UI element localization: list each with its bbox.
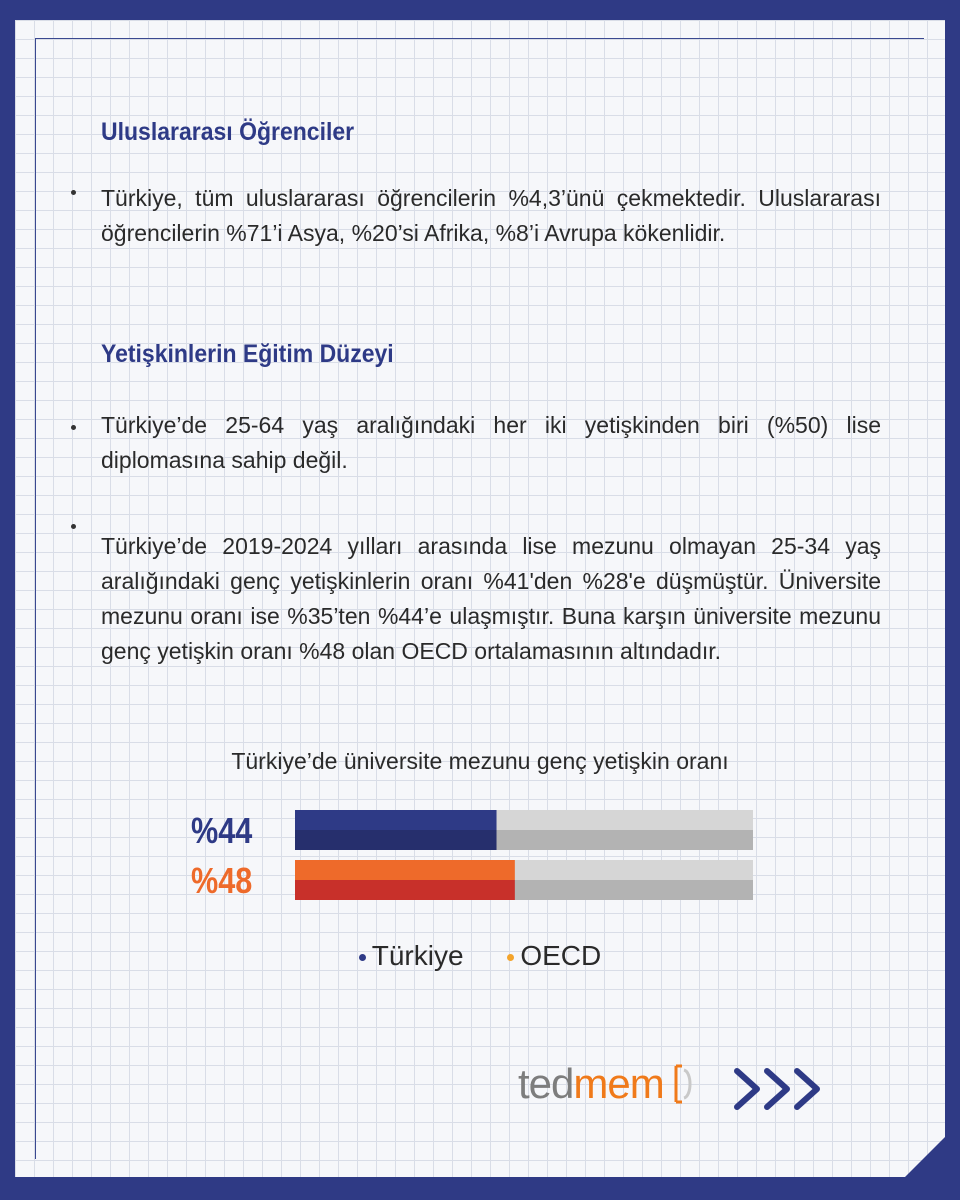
bullet-dot	[71, 425, 76, 430]
bar-oecd	[295, 860, 515, 880]
section-title-adult: Yetişkinlerin Eğitim Düzeyi	[101, 340, 394, 368]
logo-mem: mem	[573, 1060, 664, 1107]
bullet-international: Türkiye, tüm uluslararası öğrencilerin %4,3’ünü çekmektedir. Uluslararası öğrencilerin %71’i Asya, %20’si Afrika, %8’i Avrupa kökenlidir.	[101, 185, 881, 246]
bar-shade-oecd	[295, 880, 515, 900]
legend-label-oecd: OECD	[520, 940, 602, 971]
bar-chart	[295, 808, 755, 903]
chevron-triple-icon[interactable]	[729, 1065, 844, 1113]
value-label-oecd: %48	[191, 860, 253, 901]
page-fold-corner	[905, 1137, 945, 1177]
legend	[15, 940, 945, 972]
section-title-international: Uluslararası Öğrenciler	[101, 118, 355, 146]
bullet-adult-1: Türkiye’de 25-64 yaş aralığındaki her iki yetişkinden biri (%50) lise diplomasına sahip değil.	[101, 412, 881, 473]
legend-item-turkiye	[359, 940, 464, 972]
bullet-dot	[71, 190, 76, 195]
bar-shade-t-rkiye	[295, 830, 497, 850]
logo-ted: ted	[518, 1060, 574, 1107]
bar-t-rkiye	[295, 810, 497, 830]
legend-dot-oecd	[507, 954, 514, 961]
tedmem-logo	[518, 1060, 694, 1108]
legend-dot-turkiye	[359, 954, 366, 961]
legend-item-oecd	[507, 940, 601, 972]
bullet-adult-2: Türkiye’de 2019-2024 yılları arasında lise mezunu olmayan 25-34 yaş aralığındaki genç yetişkinlerin oranı %41'den %28'e düşmüştür. Üniversite mezunu oranı ise %35’ten %44’e ulaşmıştır. Buna karşın üniversite mezunu genç yetişkin oranı %48 olan OECD ortalamasının altındadır.	[101, 533, 881, 664]
legend-label-turkiye: Türkiye	[371, 940, 464, 971]
value-label-turkiye: %44	[191, 810, 253, 851]
chart-title: Türkiye’de üniversite mezunu genç yetişkin oranı	[231, 748, 729, 774]
content-card	[15, 20, 945, 1177]
bullet-dot	[71, 524, 76, 529]
brain-icon	[674, 1062, 694, 1104]
